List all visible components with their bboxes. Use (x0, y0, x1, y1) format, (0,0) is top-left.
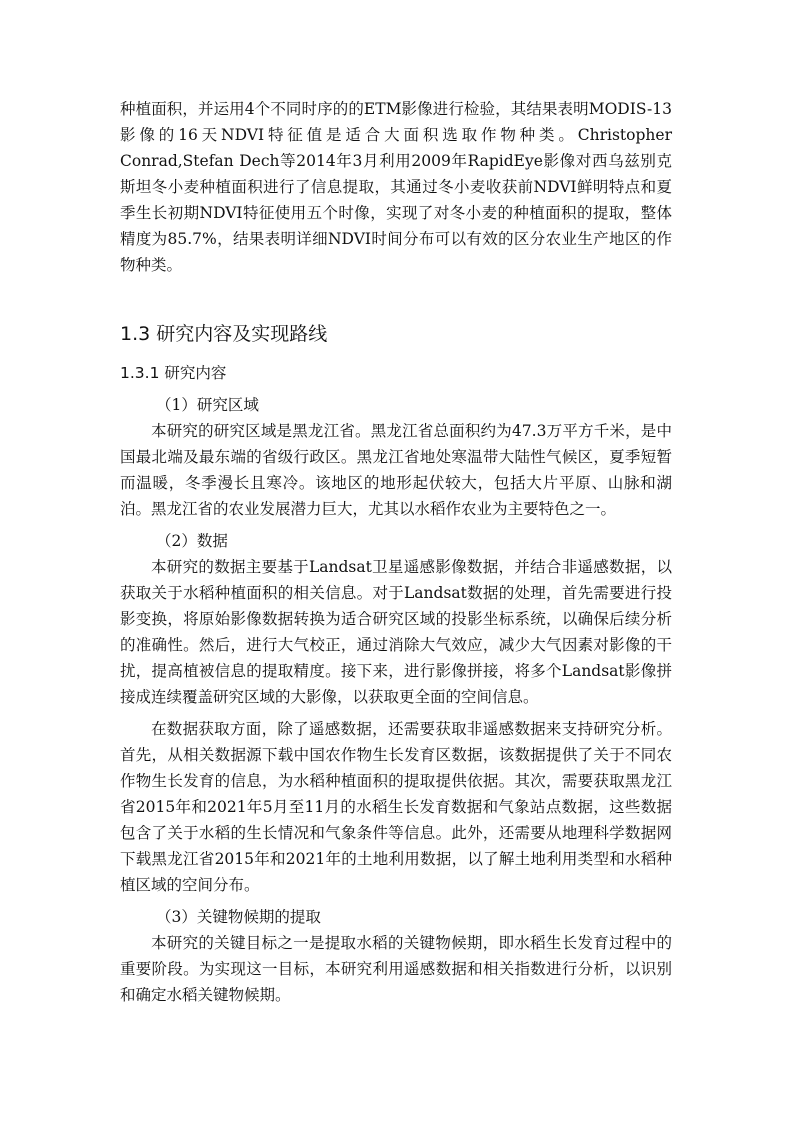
subsection-heading: 1.3.1 研究内容 (120, 364, 227, 382)
paragraph-phenology: 本研究的关键目标之一是提取水稻的关键物候期，即水稻生长发育过程中的重要阶段。为实现这一目标，本研究利用遥感数据和相关指数进行分析，以识别和确定水稻关键物候期。 (120, 934, 672, 1004)
paragraph-data-acquisition: 在数据获取方面，除了遥感数据，还需要获取非遥感数据来支持研究分析。首先，从相关数据源下载中国农作物生长发育区数据，该数据提供了关于不同农作物生长发育的信息，为水稻种植面积的提取提供依据。其次，需要获取黑龙江省2015年和2021年5月至11月的水稻生长发育数据和气象站点数据，这些数据包含了关于水稻的生长情况和气象条件等信息。此外，还需要从地理科学数据网下载黑龙江省2015年和2021年的土地利用数据，以了解土地利用类型和水稻种植区域的空间分布。 (120, 720, 672, 894)
page-content (120, 96, 672, 1008)
item-label-study-area: （1）研究区域 (156, 396, 259, 414)
paragraph-study-area: 本研究的研究区域是黑龙江省。黑龙江省总面积约为47.3万平方千米，是中国最北端及最东端的省级行政区。黑龙江省地处寒温带大陆性气候区，夏季短暂而温暖，冬季漫长且寒冷。该地区的地形起伏较大，包括大片平原、山脉和湖泊。黑龙江省的农业发展潜力巨大，尤其以水稻作农业为主要特色之一。 (120, 422, 672, 518)
paragraph-data-processing: 本研究的数据主要基于Landsat卫星遥感影像数据，并结合非遥感数据，以获取关于水稻种植面积的相关信息。对于Landsat数据的处理，首先需要进行投影变换，将原始影像数据转换为适合研究区域的投影坐标系统，以确保后续分析的准确性。然后，进行大气校正，通过消除大气效应，减少大气因素对影像的干扰，提高植被信息的提取精度。接下来，进行影像拼接，将多个Landsat影像拼接成连续覆盖研究区域的大影像，以获取更全面的空间信息。 (120, 558, 672, 706)
section-heading: 1.3 研究内容及实现路线 (120, 323, 328, 345)
item-label-phenology: （3）关键物候期的提取 (156, 908, 321, 926)
item-label-data: （2）数据 (156, 532, 228, 550)
intro-paragraph: 种植面积，并运用4个不同时序的的ETM影像进行检验，其结果表明MODIS-13影像的16天NDVI特征值是适合大面积选取作物种类。Christopher Conrad,Stefan Dech等2014年3月利用2009年RapidEye影像对西乌兹别克斯坦冬小麦种植面积进行了信息提取，其通过冬小麦收获前NDVI鲜明特点和夏季生长初期NDVI特征使用五个时像，实现了对冬小麦的种植面积的提取，整体精度为85.7%，结果表明详细NDVI时间分布可以有效的区分农业生产地区的作物种类。 (120, 100, 672, 274)
